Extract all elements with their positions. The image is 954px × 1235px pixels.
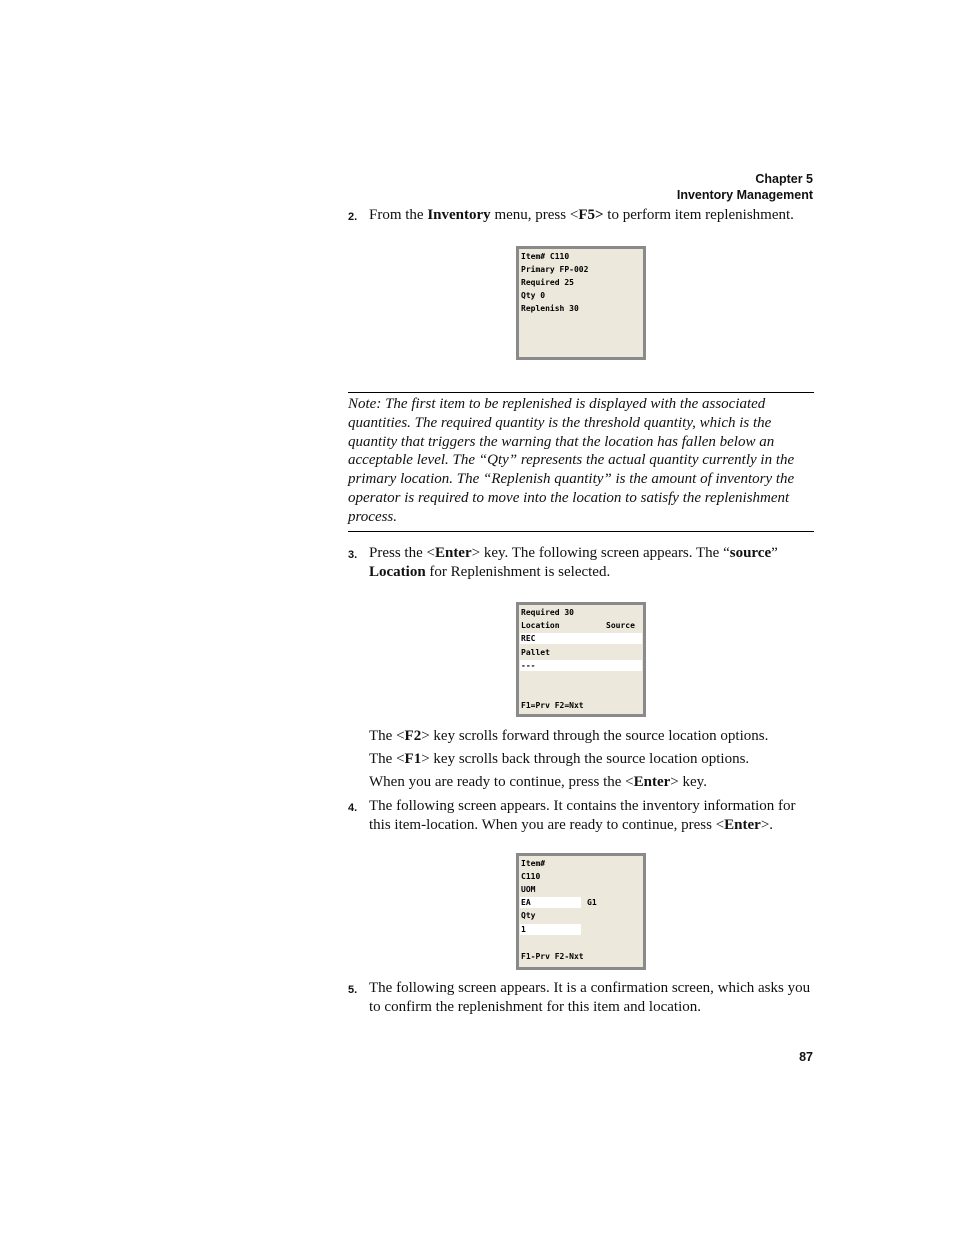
- screen-label-item: Item#: [521, 859, 546, 868]
- screen-line-qty: Qty 0: [521, 291, 546, 300]
- text-run: The <: [369, 751, 405, 767]
- screen-value-uom-extra: G1: [587, 898, 597, 907]
- step-2: [348, 206, 814, 225]
- text-run: > key scrolls back through the source location options.: [421, 751, 750, 767]
- text-run: > key scrolls forward through the source location options.: [421, 728, 769, 744]
- location-option-pallet[interactable]: Pallet: [521, 648, 550, 657]
- screen-label-uom: UOM: [521, 885, 536, 894]
- para-f1-key: [369, 750, 814, 769]
- screen-line-item: Item# C110: [521, 252, 570, 261]
- chapter-label: Chapter 5: [755, 172, 813, 186]
- step-number: 2.: [348, 211, 358, 223]
- location-option-rec[interactable]: REC: [521, 634, 536, 643]
- step-5: [348, 979, 814, 1017]
- step-3: [348, 544, 814, 582]
- screen-label-qty: Qty: [521, 911, 536, 920]
- location-option-none[interactable]: ---: [521, 661, 536, 670]
- option-row-bg: [520, 633, 642, 644]
- screen-line-required: Required 30: [521, 608, 574, 617]
- section-title: Inventory Management: [676, 188, 813, 202]
- para-f2-key: [369, 727, 814, 746]
- bold-run: F2: [404, 728, 422, 744]
- bold-run: Enter: [434, 545, 472, 561]
- bold-run: Enter: [633, 774, 671, 790]
- running-header: [677, 171, 813, 203]
- uom-input[interactable]: EA: [521, 898, 531, 907]
- step-number: 3.: [348, 549, 358, 561]
- step-number: 5.: [348, 984, 358, 996]
- para-enter-key: [369, 773, 814, 792]
- step-text: [369, 206, 814, 225]
- text-run: >.: [760, 817, 774, 833]
- screen-value-item: C110: [521, 872, 541, 881]
- text-run: The following screen appears. It contains the inventory information for this item-location. When you are ready to continue, press <: [369, 798, 796, 833]
- note-block: Note: The first item to be replenished is displayed with the associated quantities. The required quantity is the threshold quantity, which is the quantity that triggers the warning that the location has fallen below an acceptable level. The “Qty” represents the actual quantity currently in the primary location. The “Replenish quantity” is the amount of inventory the operator is required to move into the location to satisfy the replenishment process.: [348, 392, 814, 532]
- bold-run: source: [729, 545, 772, 561]
- text-run: > key.: [670, 774, 707, 790]
- screen-line-location-label: Location: [521, 621, 560, 630]
- bold-run: F5>: [578, 207, 604, 223]
- qty-field-bg: [520, 924, 581, 935]
- step-4: [348, 797, 814, 835]
- step-text: [369, 797, 814, 835]
- screen-footer-keys: F1-Prv F2-Nxt: [521, 952, 584, 961]
- text-run: for Replenishment is selected.: [425, 564, 611, 580]
- bold-run: Enter: [724, 817, 761, 833]
- step-text: The following screen appears. It is a confirmation screen, which asks you to confirm the replenishment for this item and location.: [369, 980, 811, 1015]
- text-run: When you are ready to continue, press the <: [369, 774, 634, 790]
- step-number: 4.: [348, 802, 358, 814]
- text-run: Press the <: [369, 545, 435, 561]
- text-run: menu, press <: [490, 207, 579, 223]
- text-run: ”: [771, 545, 778, 561]
- text-run: The <: [369, 728, 405, 744]
- device-screen-source-location: [516, 602, 646, 717]
- text-run: > key. The following screen appears. The “: [471, 545, 730, 561]
- screen-footer-keys: F1=Prv F2=Nxt: [521, 701, 584, 710]
- bold-run: Location: [369, 564, 426, 580]
- bold-run: F1: [404, 751, 422, 767]
- text-run: to perform item replenishment.: [603, 207, 794, 223]
- step-text: [369, 544, 814, 582]
- bold-run: Inventory: [427, 207, 491, 223]
- device-screen-item-info: [516, 853, 646, 970]
- page-number: 87: [799, 1050, 813, 1064]
- qty-input[interactable]: 1: [521, 925, 526, 934]
- screen-line-source-label: Source: [606, 621, 635, 630]
- device-screen-replenish: [516, 246, 646, 360]
- option-row-bg: [520, 660, 642, 671]
- text-run: From the: [369, 207, 428, 223]
- screen-line-required: Required 25: [521, 278, 574, 287]
- screen-line-replenish: Replenish 30: [521, 304, 579, 313]
- screen-line-primary: Primary FP-002: [521, 265, 589, 274]
